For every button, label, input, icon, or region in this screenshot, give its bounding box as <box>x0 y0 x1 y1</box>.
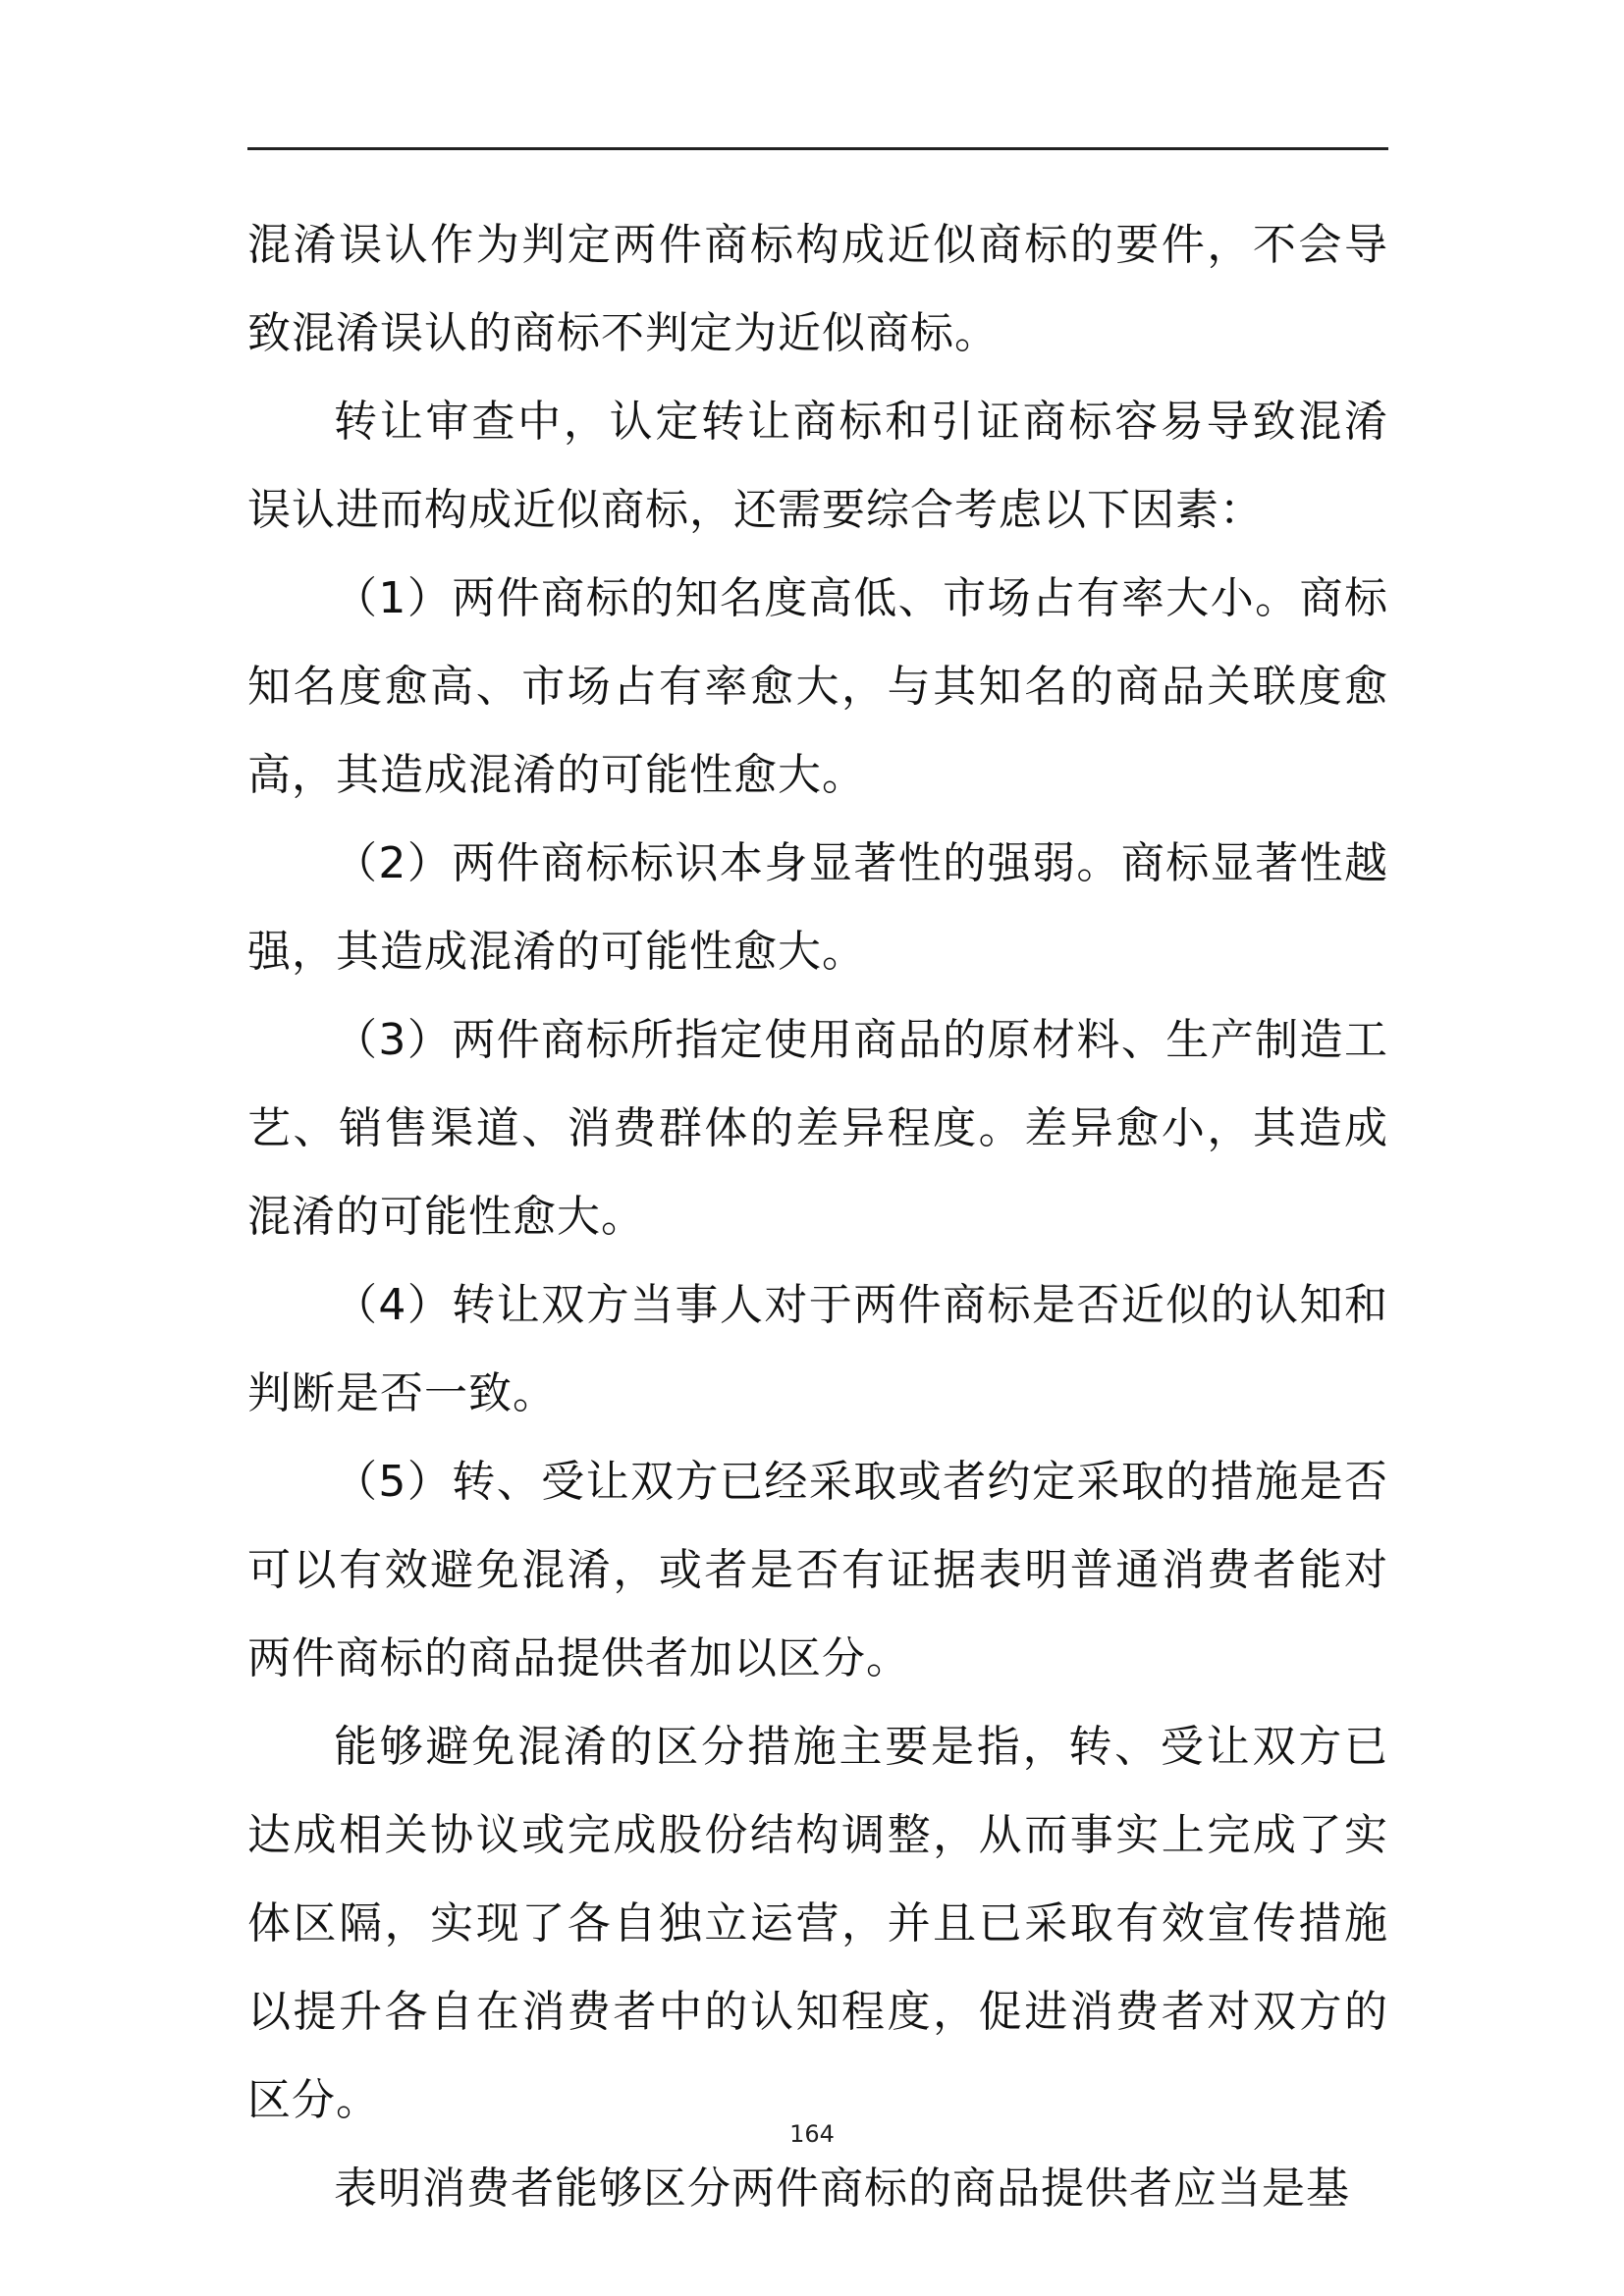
paragraph: （5）转、受让双方已经采取或者约定采取的措施是否可以有效避免混淆，或者是否有证据表明普通消费者能对两件商标的商品提供者加以区分。 <box>247 1457 1388 1683</box>
paragraph: （2）两件商标标识本身显著性的强弱。商标显著性越强，其造成混淆的可能性愈大。 <box>247 838 1388 977</box>
paragraph: （1）两件商标的知名度高低、市场占有率大小。商标知名度愈高、市场占有率愈大，与其知名的商品关联度愈高，其造成混淆的可能性愈大。 <box>247 573 1388 800</box>
paragraph: 表明消费者能够区分两件商标的商品提供者应当是基 <box>334 2163 1350 2214</box>
paragraph: （3）两件商标所指定使用商品的原材料、生产制造工艺、销售渠道、消费群体的差异程度。差异愈小，其造成混淆的可能性愈大。 <box>247 1015 1388 1242</box>
paragraph: 混淆误认作为判定两件商标构成近似商标的要件，不会导致混淆误认的商标不判定为近似商标。 <box>247 220 1388 358</box>
page-body <box>247 201 1388 2233</box>
paragraph: 转让审查中，认定转让商标和引证商标容易导致混淆误认进而构成近似商标，还需要综合考虑以下因素： <box>247 397 1388 535</box>
paragraph: 能够避免混淆的区分措施主要是指，转、受让双方已达成相关协议或完成股份结构调整，从而事实上完成了实体区隔，实现了各自独立运营，并且已采取有效宣传措施以提升各自在消费者中的认知程度，促进消费者对双方的区分。 <box>247 1722 1388 2125</box>
paragraph: （4）转让双方当事人对于两件商标是否近似的认知和判断是否一致。 <box>247 1280 1388 1418</box>
page-number: 164 <box>789 2120 835 2148</box>
header-rule <box>247 147 1388 150</box>
